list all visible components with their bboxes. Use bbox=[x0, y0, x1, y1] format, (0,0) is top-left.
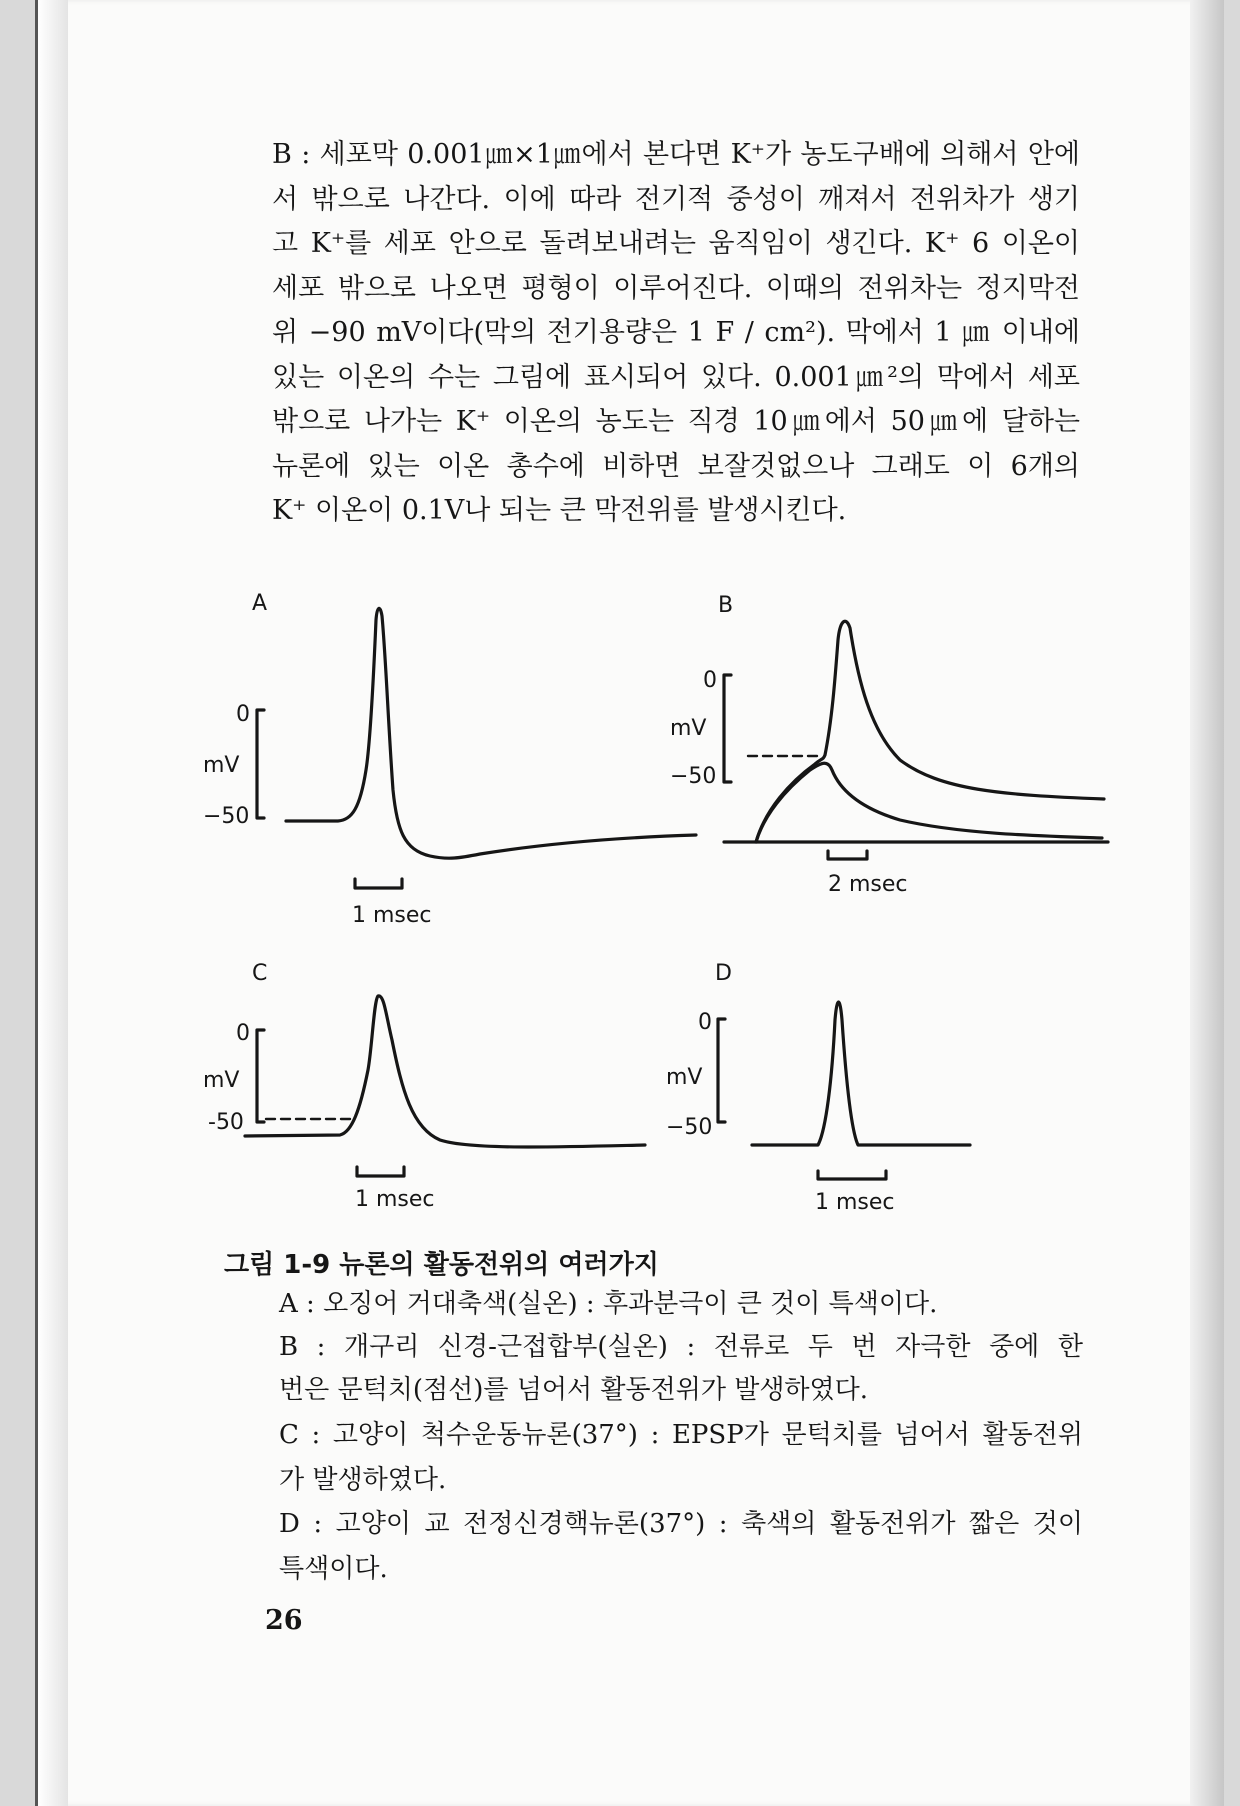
panel-a-label: A bbox=[252, 591, 268, 616]
panel-d-low-tick: −50 bbox=[666, 1115, 713, 1140]
panel-a-scale-label: 1 msec bbox=[352, 903, 432, 928]
caption-line: C : 고양이 척수운동뉴론(37°) : EPSP가 문턱치를 넘어서 활동전위 bbox=[279, 1420, 1083, 1450]
panel-c-low-tick: -50 bbox=[208, 1110, 244, 1135]
caption-line: B : 개구리 신경-근접합부(실온) : 전류로 두 번 자극한 중에 한 bbox=[279, 1332, 1083, 1362]
caption-line: D : 고양이 교 전정신경핵뉴론(37°) : 축색의 활동전위가 짧은 것이 bbox=[279, 1509, 1083, 1539]
panel-b-scale-label: 2 msec bbox=[828, 872, 908, 897]
paragraph-line: K⁺ 이온이 0.1V나 되는 큰 막전위를 발생시킨다. bbox=[272, 495, 847, 526]
paragraph-line: 있는 이온의 수는 그림에 표시되어 있다. 0.001㎛²의 막에서 세포 bbox=[272, 361, 1080, 393]
panel-d-label: D bbox=[715, 961, 732, 986]
panel-a-unit-label: mV bbox=[203, 753, 240, 778]
paragraph-line: B : 세포막 0.001㎛×1㎛에서 본다면 K⁺가 농도구배에 의해서 안에 bbox=[272, 139, 1080, 170]
paragraph-line: 밖으로 나가는 K⁺ 이온의 농도는 직경 10㎛에서 50㎛에 달하는 bbox=[272, 406, 1080, 437]
paragraph-line: 서 밖으로 나간다. 이에 따라 전기적 중성이 깨져서 전위차가 생기 bbox=[272, 183, 1080, 215]
panel-c-zero-tick: 0 bbox=[236, 1021, 250, 1046]
caption-line: 번은 문턱치(점선)를 넘어서 활동전위가 발생하였다. bbox=[279, 1375, 869, 1405]
panel-d-time-scale bbox=[818, 1171, 886, 1179]
panel-b-unit-label: mV bbox=[670, 716, 707, 741]
caption-line: 가 발생하였다. bbox=[279, 1465, 447, 1495]
panel-c-voltage-axis bbox=[257, 1030, 264, 1122]
caption-line: 특색이다. bbox=[279, 1554, 388, 1584]
panel-b-voltage-axis bbox=[724, 675, 731, 782]
figure-caption-title: 그림 1-9 뉴론의 활동전위의 여러가지 bbox=[224, 1250, 659, 1280]
panel-c-unit-label: mV bbox=[203, 1068, 240, 1093]
paragraph-line: 위 −90 mV이다(막의 전기용량은 1 F / cm²). 막에서 1 ㎛ 이내에 bbox=[272, 317, 1080, 348]
panel-a-voltage-axis bbox=[257, 710, 264, 818]
panel-a-trace bbox=[286, 608, 696, 858]
paragraph-line: 세포 밖으로 나오면 평형이 이루어진다. 이때의 전위차는 정지막전 bbox=[272, 272, 1080, 304]
panel-d-voltage-axis bbox=[718, 1019, 725, 1122]
panel-d-trace bbox=[752, 1002, 970, 1145]
panel-d-scale-label: 1 msec bbox=[815, 1190, 895, 1215]
panel-a-low-tick: −50 bbox=[203, 804, 250, 829]
paragraph-line: 고 K⁺를 세포 안으로 돌려보내려는 움직임이 생긴다. K⁺ 6 이온이 bbox=[272, 228, 1080, 259]
panel-a-time-scale bbox=[355, 879, 402, 888]
panel-b-low-tick: −50 bbox=[670, 764, 717, 789]
paragraph-line: 뉴론에 있는 이온 총수에 비하면 보잘것없으나 그래도 이 6개의 bbox=[272, 450, 1080, 482]
panel-b-label: B bbox=[718, 593, 734, 618]
panel-b-zero-tick: 0 bbox=[703, 668, 717, 693]
panel-a-zero-tick: 0 bbox=[236, 702, 250, 727]
panel-b-time-scale bbox=[828, 851, 867, 859]
panel-d-unit-label: mV bbox=[666, 1065, 703, 1090]
caption-line: A : 오징어 거대축색(실온) : 후과분극이 큰 것이 특색이다. bbox=[279, 1289, 938, 1319]
panel-d-zero-tick: 0 bbox=[698, 1010, 712, 1035]
panel-b-spike-trace bbox=[756, 621, 1104, 842]
page-number: 26 bbox=[265, 1605, 303, 1636]
panel-c-time-scale bbox=[357, 1167, 404, 1176]
panel-c-label: C bbox=[252, 961, 268, 986]
panel-c-scale-label: 1 msec bbox=[355, 1187, 435, 1212]
panel-c-trace bbox=[245, 996, 645, 1147]
